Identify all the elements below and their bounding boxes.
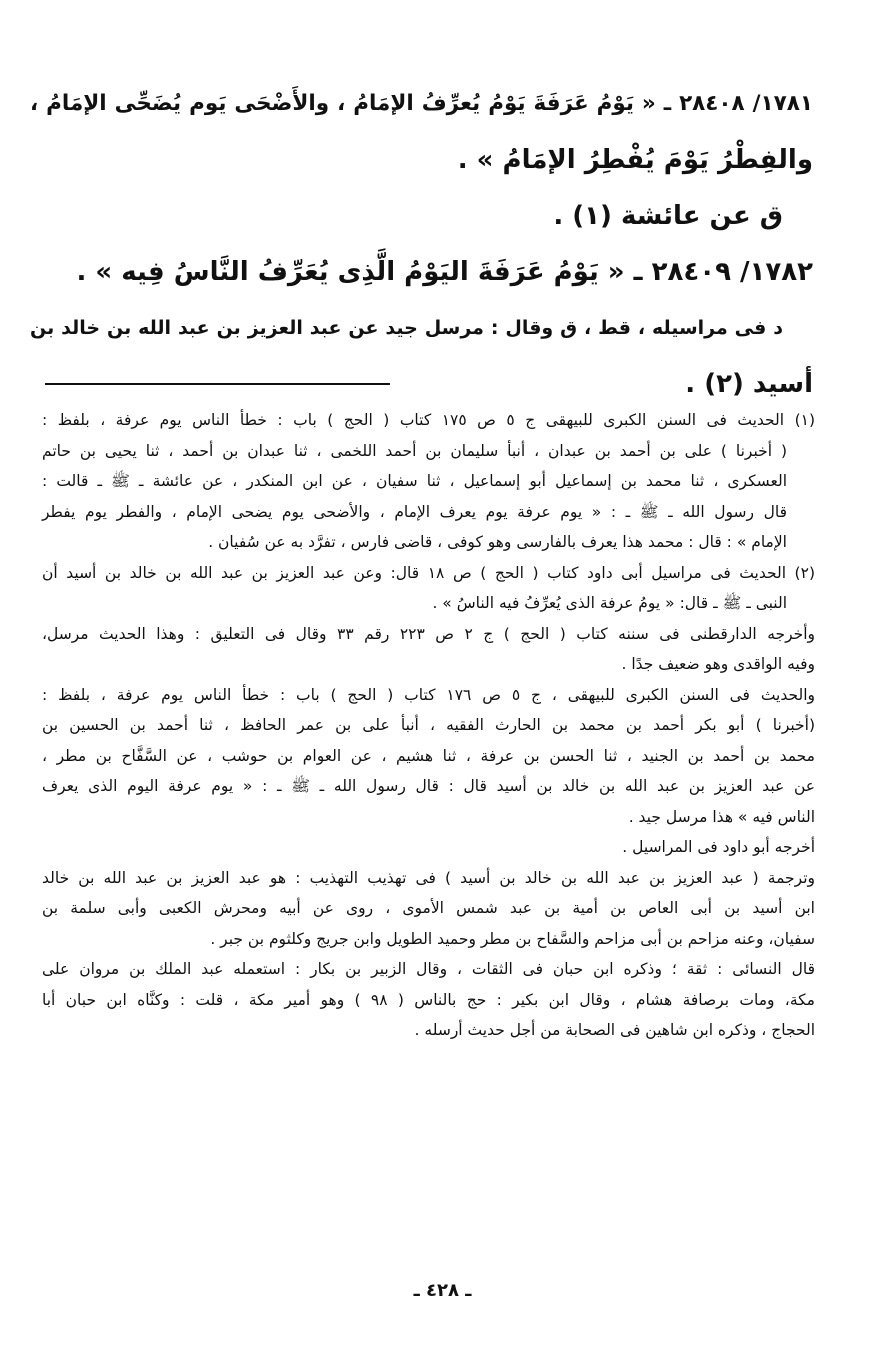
- footnote-2-line: ابن أسيد بن أبى العاص بن أمية بن عبد شمس الأموى ، روى عن أبيه ومحرش الكعبى وأبى سلمة بن: [42, 899, 815, 917]
- footnote-divider: [45, 383, 390, 385]
- footnotes: [42, 405, 815, 1046]
- footnote-2-line: (٢) الحديث فى مراسيل أبى داود كتاب ( الحج ) ص ١٨ قال: وعن عبد العزيز بن عبد الله بن خالد بن أسيد أن: [42, 563, 815, 582]
- hadith-1781-line-2: والفِطْرُ يَوْمَ يُفْطِرُ الإمَامُ » .: [457, 145, 813, 175]
- footnote-2-line: سفيان، وعنه مزاحم بن أبى مزاحم والسَّفاح بن مطر وحميد الطويل وابن جريج وكلثوم بن جبر .: [210, 929, 815, 948]
- footnote-1-line: (١) الحديث فى السنن الكبرى للبيهقى ج ٥ ص ١٧٥ كتاب ( الحج ) باب : خطأ الناس يوم عرفة ، بلفظ :: [42, 411, 816, 429]
- footnote-2-line: محمد بن أحمد بن الجنيد ، ثنا الحسن بن عرفة ، ثنا هشيم ، عن العوام بن حوشب ، عن السَّفَّاح بن مطر ،: [42, 746, 815, 765]
- footnote-2-line: والحديث فى السنن الكبرى للبيهقى ، ج ٥ ص ١٧٦ كتاب ( الحج ) باب : خطأ الناس يوم عرفة ، بلفظ :: [42, 685, 816, 704]
- footnote-2-line: الناس فيه » هذا مرسل جيد .: [628, 807, 815, 826]
- footnote-2-line: عن عبد العزيز بن عبد الله بن خالد بن أسيد قال : قال رسول الله ـ ﷺ ـ : « يوم عرفة اليوم الذى يعرف: [42, 777, 815, 795]
- hadith-1781-source: ق عن عائشة (١) .: [553, 201, 783, 231]
- hadith-1782-source-line-1: د فى مراسيله ، قط ، ق وقال : مرسل جيد عن عبد العزيز بن عبد الله بن خالد بن: [30, 317, 783, 339]
- footnote-1-line: العسكرى ، ثنا محمد بن إسماعيل أبو إسماعيل ، ثنا سفيان ، عن ابن المنكدر ، عن عائشة ـ ﷺ ـ قالت :: [42, 472, 787, 490]
- footnote-1-line: قال رسول الله ـ ﷺ ـ : « يوم عرفة يوم يعرف الإمام ، والأضحى يوم يضحى الإمام ، والفطر يوم يفطر: [42, 502, 787, 521]
- footnote-2-line: وفيه الواقدى وهو ضعيف جدًا .: [621, 655, 815, 673]
- hadith-1782-line-1: ١٧٨٢/ ٢٨٤٠٩ ـ « يَوْمُ عَرَفَةَ اليَوْمُ الَّذِى يُعَرِّفُ النَّاسُ فِيه » .: [76, 257, 813, 287]
- hadith-main-text: [30, 76, 813, 412]
- page-number: ـ ٤٢٨ ـ: [413, 1280, 472, 1301]
- footnote-2-line: الحجاج ، وذكره ابن شاهين فى الصحابة من أجل حديث أرسله .: [414, 1021, 815, 1039]
- footnote-2-line: أخرجه أبو داود فى المراسيل .: [622, 838, 815, 856]
- footnote-2-line: وأخرجه الدارقطنى فى سننه كتاب ( الحج ) ج ٢ ص ٢٢٣ رقم ٣٣ وقال فى التعليق : وهذا الحديث مرسل،: [42, 624, 816, 643]
- footnote-2-line: النبى ـ ﷺ ـ قال: « يومُ عرفة الذى يُعرِّفُ فيه الناسُ » .: [432, 594, 787, 612]
- footnote-2-line: (أخبرنا ) أبو بكر أحمد بن محمد بن الحارث الفقيه ، أنبأ على بن عمر الحافظ ، ثنا أحمد بن الحسين بن: [42, 716, 815, 734]
- footnote-2-line: قال النسائى : ثقة ؛ وذكره ابن حبان فى الثقات ، وقال الزبير بن بكار : استعمله عبد الملك بن مروان على: [42, 960, 815, 978]
- footnote-1-line: الإمام » : قال : محمد هذا يعرف بالفارسى وهو كوفى ، قاضى فارس ، تفرَّد به عن سُفيان .: [208, 533, 787, 551]
- hadith-1781-line-1: ١٧٨١/ ٢٨٤٠٨ ـ « يَوْمُ عَرَفَةَ يَوْمُ يُعرِّفُ الإمَامُ ، والأَضْحَى يَوم يُضَحِّى الإمَامُ ،: [30, 91, 814, 116]
- footnote-1-line: ( أخبرنا ) على بن أحمد بن عبدان ، أنبأ سليمان بن أحمد اللخمى ، ثنا عبدان بن أحمد ، ثنا يحيى بن حاتم: [42, 441, 787, 460]
- footnote-2-line: وترجمة ( عبد العزيز بن عبد الله بن خالد بن أسيد ) فى تهذيب التهذيب : هو عبد العزيز بن عبد الله بن خالد: [42, 868, 815, 887]
- hadith-1782-source-line-2: أسيد (٢) .: [685, 369, 813, 399]
- footnote-2-line: مكة، ومات برصافة هشام ، وقال ابن بكير : حج بالناس ( ٩٨ ) وهو أمير مكة ، قلت : وكنَّاه ابن حبان أبا: [42, 990, 815, 1009]
